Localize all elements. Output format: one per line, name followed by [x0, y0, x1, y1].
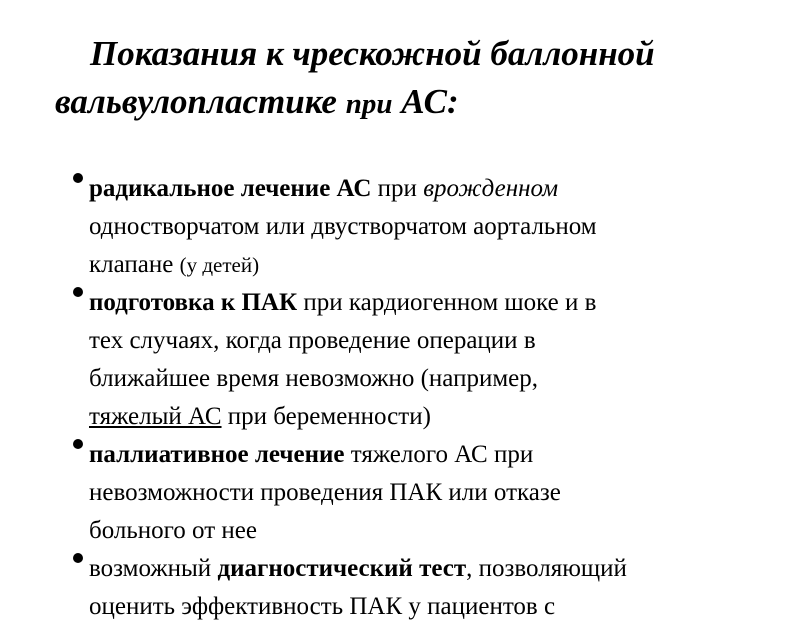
bullet-text-segment: тех случаях, когда проведение операции в [89, 327, 536, 354]
bullet-text-segment: при [371, 175, 424, 202]
bullet-line [89, 246, 800, 284]
bullet-line [89, 208, 800, 246]
bullet-text-segment: одностворчатом или двустворчатом аортальном [89, 213, 597, 240]
bullet-text-segment: ближайшее время невозможно (например, [89, 365, 538, 392]
bullet-dot-icon [73, 439, 83, 449]
bullet-text-segment: клапане [89, 251, 180, 278]
bullet-text-segment: радикальное лечение АС [89, 175, 372, 202]
bullet-list [0, 170, 800, 626]
bullet-text-segment: врожденном [423, 175, 559, 202]
title-line-2 [0, 78, 800, 128]
bullet-text-segment: диагностический тест [217, 555, 467, 582]
bullet-text-segment: , позволяющий [466, 555, 627, 582]
bullet-text-segment: невозможности проведения ПАК или отказе [89, 479, 561, 506]
bullet-dot-icon [73, 287, 83, 297]
bullet-line [89, 474, 800, 512]
bullet-text-segment: подготовка к ПАК [89, 289, 298, 316]
bullet-text-segment: тяжелого АС при [344, 441, 534, 468]
bullet-line [89, 322, 800, 360]
bullet-text-segment: (у детей) [179, 253, 260, 277]
title-line-1: Показания к чрескожной баллонной [90, 34, 655, 73]
bullet-text-segment: оценить эффективность ПАК у пациентов с [89, 593, 556, 620]
title-line-2-main: вальвулопластике [55, 82, 346, 121]
bullet-line [89, 360, 800, 398]
title-line-2-small: при [345, 88, 393, 120]
list-item [0, 170, 800, 284]
bullet-text-segment: возможный [89, 555, 218, 582]
list-item [0, 550, 800, 626]
bullet-text-segment: тяжелый АС [89, 403, 222, 430]
bullet-line [89, 170, 800, 208]
list-item [0, 436, 800, 550]
bullet-line [89, 550, 800, 588]
list-item [0, 284, 800, 436]
bullet-text-segment: паллиативное лечение [89, 441, 345, 468]
bullet-dot-icon [73, 173, 83, 183]
bullet-line [89, 398, 800, 436]
title-line-2-end: АС: [392, 82, 459, 121]
bullet-line [89, 588, 800, 626]
bullet-line [89, 284, 800, 322]
bullet-dot-icon [73, 553, 83, 563]
bullet-text-segment: больного от нее [89, 517, 257, 544]
bullet-line [89, 512, 800, 550]
bullet-line [89, 436, 800, 474]
slide-title [0, 30, 800, 128]
bullet-text-segment: при беременности) [221, 403, 431, 430]
bullet-text-segment: при кардиогенном шоке и в [297, 289, 597, 316]
